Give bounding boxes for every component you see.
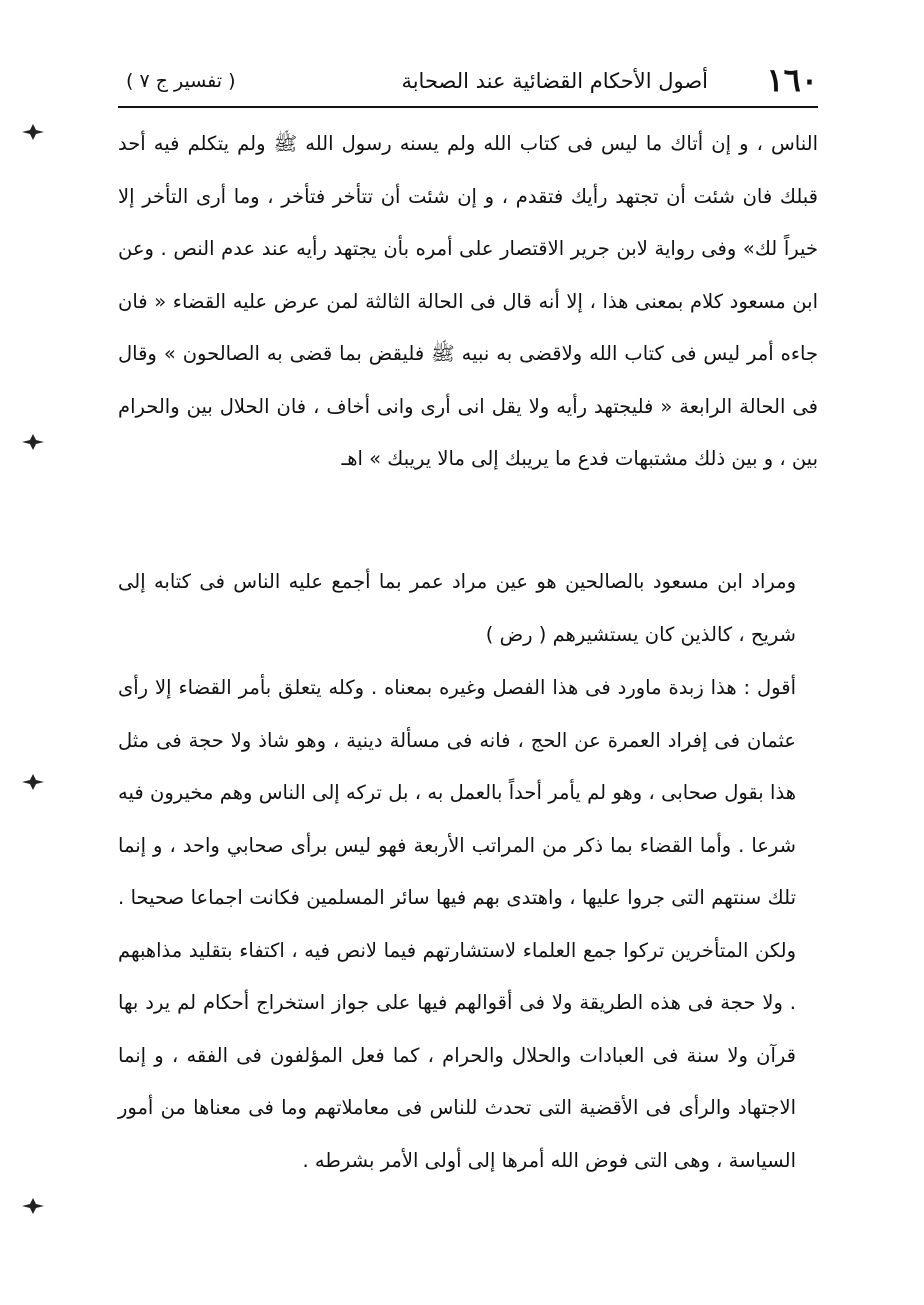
header-rule bbox=[118, 106, 818, 108]
page-number: ١٦٠ bbox=[766, 61, 818, 99]
section-label: ( تفسير ج ٧ ) bbox=[126, 70, 236, 92]
paragraph-text: أقول : هذا زبدة ماورد فى هذا الفصل وغيره بمعناه . وكله يتعلق بأمر القضاء إلا رأى عثمان فى إفراد العمرة عن الحج ، فانه فى مسألة دينية ، وهو شاذ ولا حجة فى مثل هذا بقول صحابى ، وهو لم يأمر أحداً بالعمل به ، بل تركه إلى الناس وهم مخيرون فيه شرعا . وأما القضاء بما ذكر من المراتب الأربعة فهو ليس برأى صحابي واحد ، و إنما تلك سنتهم التى جروا عليها ، واهتدى بهم فيها سائر المسلمين فكانت اجماعا صحيحا . ولكن المتأخرين تركوا جمع العلماء لاستشارتهم فيما لانص فيه ، اكتفاء بتقليد مذاهبهم . ولا حجة فى هذه الطريقة ولا فى أقوالهم فيها على جواز استخراج أحكام لم يرد بها قرآن ولا سنة فى العبادات والحلال والحرام ، كما فعل المؤلفون فى الفقه ، و إنما الاجتهاد والرأى فى الأقضية التى تحدث للناس فى معاملاتهم وما فى معناها من أمور السياسة ، وهى التى فوض الله أمرها إلى أولى الأمر بشرطه . bbox=[118, 676, 796, 1172]
paragraph-1 bbox=[118, 118, 818, 486]
paragraph-text: الناس ، و إن أتاك ما ليس فى كتاب الله ولم يسنه رسول الله ﷺ ولم يتكلم فيه أحد قبلك فان شئت أن تجتهد رأيك فتقدم ، و إن شئت أن تتأخر فتأخر ، وما أرى التأخر إلا خيراً لك» وفى رواية لابن جرير الاقتصار على أمره بأن يجتهد رأيه عند عدم النص . وعن ابن مسعود كلام بمعنى هذا ، إلا أنه قال فى الحالة الثالثة لمن عرض عليه القضاء « فان جاءه أمر ليس فى كتاب الله ولاقضى به نبيه ﷺ فليقض بما قضى به الصالحون » وقال فى الحالة الرابعة « فليجتهد رأيه ولا يقل انى أرى وانى أخاف ، فان الحلال بين والحرام بين ، و بين ذلك مشتبهات فدع ما يريبك إلى مالا يريبك » اهـ bbox=[118, 132, 818, 470]
ornament-icon bbox=[18, 122, 48, 142]
paragraph-text: ومراد ابن مسعود بالصالحين هو عين مراد عمر بما أجمع عليه الناس فى كتابه إلى شريح ، كالذين كان يستشيرهم ( رض ) bbox=[118, 570, 796, 646]
page-header bbox=[118, 58, 818, 106]
paragraph-3 bbox=[118, 662, 818, 1187]
paragraph-2 bbox=[118, 556, 818, 661]
ornament-icon bbox=[18, 772, 48, 792]
ornament-icon bbox=[18, 432, 48, 452]
running-title: أصول الأحكام القضائية عند الصحابة bbox=[401, 69, 708, 93]
ornament-icon bbox=[18, 1196, 48, 1216]
